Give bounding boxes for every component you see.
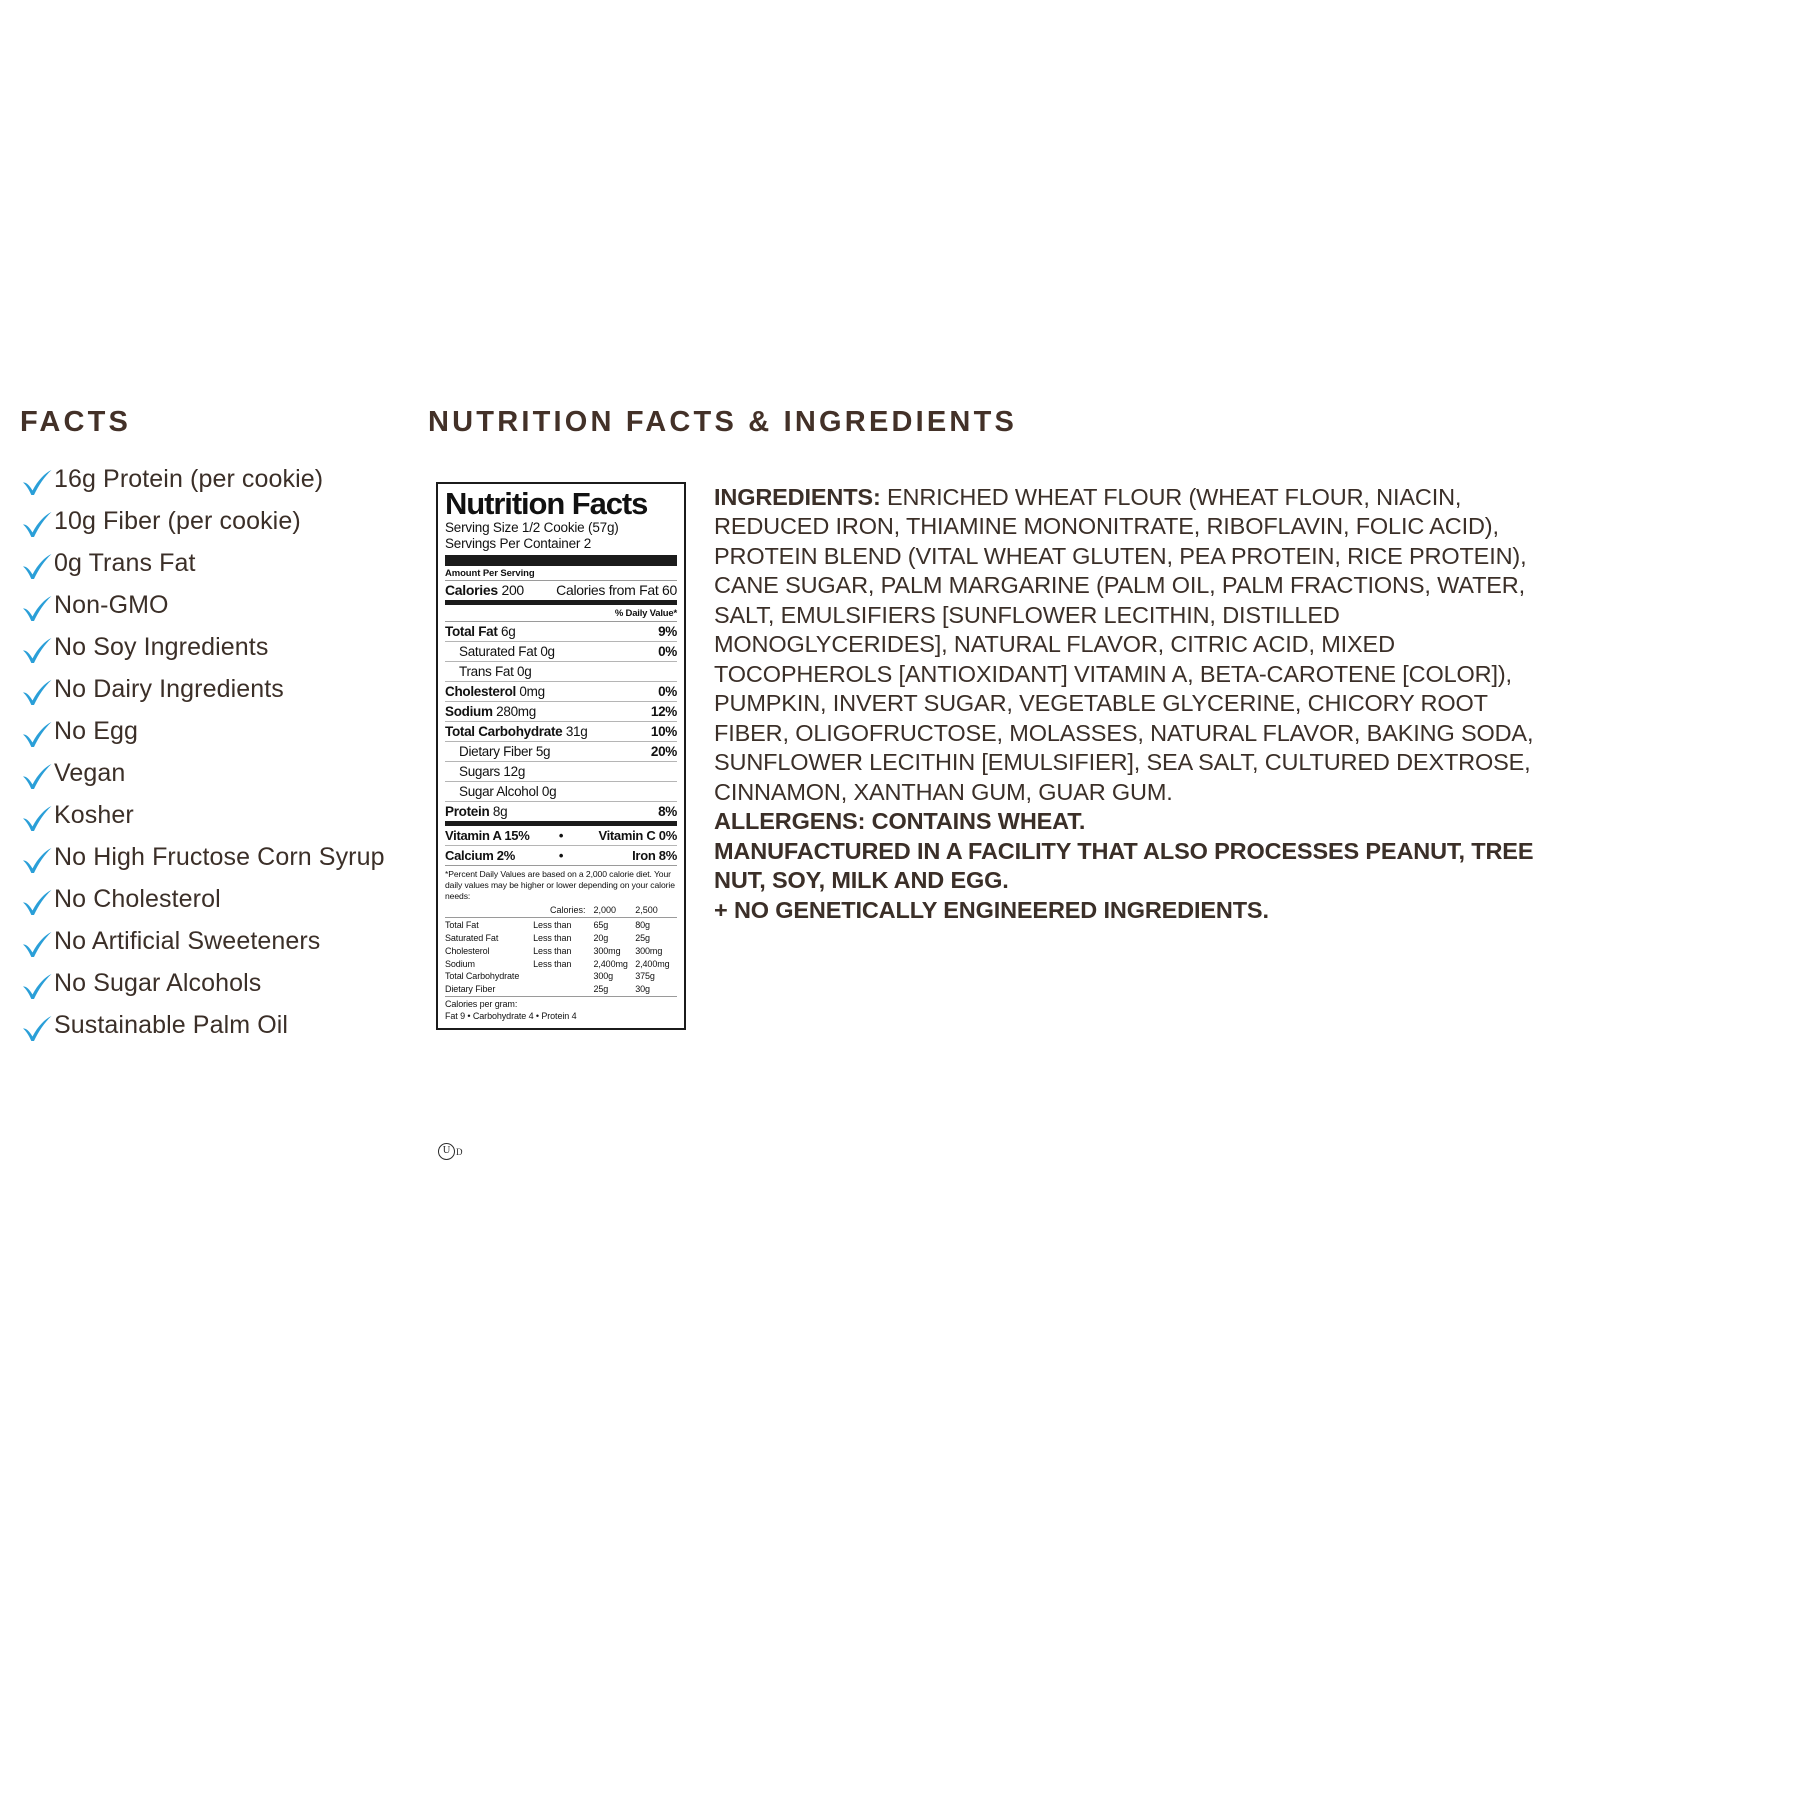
dv-calories-label: Calories: xyxy=(549,905,586,916)
nutrient-row xyxy=(445,742,677,761)
check-icon xyxy=(20,929,54,959)
nutrient-row xyxy=(445,722,677,741)
dv-table-row xyxy=(445,970,677,983)
fact-item xyxy=(20,967,410,1001)
check-icon xyxy=(20,887,54,917)
nutrient-daily-value: 9% xyxy=(658,624,677,640)
nutrient-name-amount: Sugars 12g xyxy=(459,764,526,780)
nutrient-row xyxy=(445,642,677,661)
servings-per-container: Servings Per Container 2 xyxy=(445,536,592,552)
vitamin-left: Vitamin A 15% xyxy=(445,828,530,844)
dv-row-qualifier xyxy=(533,983,593,996)
check-icon xyxy=(20,635,54,665)
fact-item xyxy=(20,463,410,497)
fact-item xyxy=(20,631,410,665)
fact-item xyxy=(20,715,410,749)
nutrient-name-amount: Dietary Fiber 5g xyxy=(459,744,551,760)
daily-value-footnote: *Percent Daily Values are based on a 2,000 calorie diet. Your daily values may be higher or lower depending on your calorie needs: xyxy=(445,869,675,901)
fact-item xyxy=(20,673,410,707)
dv-table-row xyxy=(445,945,677,958)
ingredients-text xyxy=(714,483,1554,807)
dv-row-2500: 30g xyxy=(635,984,650,995)
nutrient-name-amount: Total Fat 6g xyxy=(445,624,516,640)
fact-item xyxy=(20,1009,410,1043)
kosher-dairy-suffix: D xyxy=(456,1146,463,1157)
nutrient-name-amount: Sodium 280mg xyxy=(445,704,536,720)
nutrition-facts-ingredients-heading: NUTRITION FACTS & INGREDIENTS xyxy=(428,406,1018,438)
dv-row-qualifier: Less than xyxy=(533,958,572,969)
dv-row-qualifier: Less than xyxy=(533,945,572,956)
nutrient-row xyxy=(445,802,677,821)
dv-row-name: Total Carbohydrate xyxy=(445,971,520,982)
nutrient-name-amount: Protein 8g xyxy=(445,804,508,820)
dv-table-row xyxy=(445,932,677,945)
nutrient-daily-value: 8% xyxy=(658,804,677,820)
nutrient-daily-value: 10% xyxy=(650,724,677,740)
allergen-contains-line: ALLERGENS: CONTAINS WHEAT. xyxy=(714,808,1086,835)
fact-item xyxy=(20,841,410,875)
vitamin-row xyxy=(445,826,677,845)
allergens-section xyxy=(714,807,1554,925)
calories-per-gram-label: Calories per gram: xyxy=(445,999,518,1010)
facts-heading: FACTS xyxy=(20,406,132,438)
nutrient-daily-value: 12% xyxy=(650,704,677,720)
fact-item xyxy=(20,799,410,833)
dv-row-name: Cholesterol xyxy=(445,945,490,956)
non-gmo-line: + NO GENETICALLY ENGINEERED INGREDIENTS. xyxy=(714,896,1269,923)
dv-row-name: Saturated Fat xyxy=(445,933,499,944)
fact-item-label: No Cholesterol xyxy=(54,885,221,913)
dv-row-qualifier: Less than xyxy=(533,920,572,931)
dv-row-2500: 375g xyxy=(635,971,655,982)
vitamin-left: Calcium 2% xyxy=(445,848,515,864)
daily-value-table xyxy=(445,918,677,996)
dv-row-2000: 300mg xyxy=(593,945,621,956)
dv-row-2000: 300g xyxy=(593,971,614,982)
serving-size: Serving Size 1/2 Cookie (57g) xyxy=(445,520,619,536)
dv-row-2500: 2,400mg xyxy=(635,958,670,969)
fact-item-label: 16g Protein (per cookie) xyxy=(54,465,324,493)
calories-per-gram-block xyxy=(445,997,677,1022)
check-icon xyxy=(20,845,54,875)
nutrient-daily-value: 0% xyxy=(658,644,677,660)
fact-item-label: No Sugar Alcohols xyxy=(54,969,262,997)
ingredients-section xyxy=(714,483,1554,925)
separator-dot-icon: • xyxy=(558,848,564,864)
calories-from-fat-value: 60 xyxy=(662,582,677,599)
fact-item xyxy=(20,757,410,791)
calories-label: Calories xyxy=(445,582,498,599)
check-icon xyxy=(20,509,54,539)
dv-row-2500: 80g xyxy=(635,920,650,931)
dv-row-2500: 300mg xyxy=(635,945,663,956)
calories-from-fat-cell xyxy=(556,582,677,598)
vitamin-row xyxy=(445,846,677,865)
vitamin-right: Iron 8% xyxy=(632,848,677,864)
nutrient-name-amount: Saturated Fat 0g xyxy=(459,644,555,660)
facts-list xyxy=(20,463,410,1043)
vitamins-rows xyxy=(445,826,677,865)
nutrient-row xyxy=(445,702,677,721)
nutrient-row xyxy=(445,662,677,681)
calories-from-fat-label: Calories from Fat xyxy=(556,582,659,599)
dv-row-2000: 2,400mg xyxy=(593,958,628,969)
ou-kosher-icon: U xyxy=(438,1143,455,1160)
fact-item xyxy=(20,925,410,959)
fact-item xyxy=(20,589,410,623)
fact-item xyxy=(20,505,410,539)
check-icon xyxy=(20,971,54,1001)
nutrient-daily-value: 20% xyxy=(650,744,677,760)
ingredients-label: INGREDIENTS: xyxy=(714,484,881,510)
amount-per-serving-label: Amount Per Serving xyxy=(445,568,535,580)
check-icon xyxy=(20,593,54,623)
divider-thick xyxy=(445,555,677,566)
calories-cell xyxy=(445,582,524,598)
check-icon xyxy=(20,1013,54,1043)
separator-dot-icon: • xyxy=(558,828,564,844)
check-icon xyxy=(20,761,54,791)
check-icon xyxy=(20,719,54,749)
nutrient-daily-value: 0% xyxy=(658,684,677,700)
dv-table-header xyxy=(445,903,677,917)
nutrient-name-amount: Total Carbohydrate 31g xyxy=(445,724,588,740)
nutrient-name: Protein xyxy=(445,804,490,820)
dv-row-2000: 65g xyxy=(593,920,609,931)
dv-row-2000: 20g xyxy=(593,933,609,944)
vitamin-right: Vitamin C 0% xyxy=(598,828,677,844)
calories-row xyxy=(445,581,677,600)
facts-section xyxy=(20,408,410,1051)
fact-item-label: No Egg xyxy=(54,717,138,745)
ingredients-list: ENRICHED WHEAT FLOUR (WHEAT FLOUR, NIACIN, REDUCED IRON, THIAMINE MONONITRATE, RIBOFLAVIN, FOLIC ACID), PROTEIN BLEND (VITAL WHEAT GLUTEN, PEA PROTEIN, RICE PROTEIN), CANE SUGAR, PALM MARGARINE (PALM OIL, PALM FRACTIONS, WATER, SALT, EMULSIFIERS [SUNFLOWER LECITHIN, DISTILLED MONOGLYCERIDES], NATURAL FLAVOR, CITRIC ACID, MIXED TOCOPHEROLS [ANTIOXIDANT] VITAMIN A, BETA-CAROTENE [COLOR]), PUMPKIN, INVERT SUGAR, VEGETABLE GLYCERINE, CHICORY ROOT FIBER, OLIGOFRUCTOSE, MOLASSES, NATURAL FLAVOR, BAKING SODA, SUNFLOWER LECITHIN [EMULSIFIER], SEA SALT, CULTURED DEXTROSE, CINNAMON, XANTHAN GUM, GUAR GUM. xyxy=(714,484,1534,805)
check-icon xyxy=(20,467,54,497)
fact-item-label: No Artificial Sweeteners xyxy=(54,927,321,955)
fact-item-label: No High Fructose Corn Syrup xyxy=(54,843,385,871)
kosher-certification-symbol xyxy=(438,1143,463,1160)
dv-row-name: Sodium xyxy=(445,958,475,969)
nutrient-row xyxy=(445,782,677,801)
fact-item-label: Kosher xyxy=(54,801,134,829)
daily-value-header: % Daily Value* xyxy=(614,608,677,620)
dv-table-row xyxy=(445,983,677,996)
fact-item-label: Non-GMO xyxy=(54,591,169,619)
dv-col-2000: 2,000 xyxy=(593,905,617,916)
nutrient-rows xyxy=(445,622,677,821)
nutrient-name-amount: Trans Fat 0g xyxy=(459,664,532,680)
dv-row-2500: 25g xyxy=(635,933,650,944)
dv-row-qualifier: Less than xyxy=(533,933,572,944)
fact-item-label: No Soy Ingredients xyxy=(54,633,269,661)
fact-item xyxy=(20,547,410,581)
check-icon xyxy=(20,677,54,707)
dv-col-2500: 2,500 xyxy=(635,905,658,916)
fact-item-label: 10g Fiber (per cookie) xyxy=(54,507,301,535)
fact-item xyxy=(20,883,410,917)
nutrition-facts-title: Nutrition Facts xyxy=(445,486,648,521)
nutrient-name-amount: Sugar Alcohol 0g xyxy=(459,784,557,800)
allergen-facility-line: MANUFACTURED IN A FACILITY THAT ALSO PROCESSES PEANUT, TREE NUT, SOY, MILK AND EGG. xyxy=(714,837,1534,894)
dv-row-qualifier xyxy=(533,970,593,983)
dv-row-name: Total Fat xyxy=(445,920,479,931)
nutrient-name: Total Carbohydrate xyxy=(445,724,563,740)
nutrition-facts-panel xyxy=(436,482,686,1030)
dv-row-2000: 25g xyxy=(593,984,609,995)
nutrient-name-amount: Cholesterol 0mg xyxy=(445,684,545,700)
calories-per-gram-values: Fat 9 • Carbohydrate 4 • Protein 4 xyxy=(445,1010,577,1021)
fact-item-label: 0g Trans Fat xyxy=(54,549,196,577)
nutrient-name: Total Fat xyxy=(445,624,498,640)
fact-item-label: Vegan xyxy=(54,759,126,787)
check-icon xyxy=(20,803,54,833)
check-icon xyxy=(20,551,54,581)
nutrient-row xyxy=(445,622,677,641)
nutrient-row xyxy=(445,762,677,781)
calories-value: 200 xyxy=(501,582,524,599)
dv-table-row xyxy=(445,919,677,932)
dv-table-row xyxy=(445,958,677,971)
nutrient-name: Cholesterol xyxy=(445,684,516,700)
nutrient-name: Sodium xyxy=(445,704,493,720)
fact-item-label: Sustainable Palm Oil xyxy=(54,1011,289,1039)
dv-row-name: Dietary Fiber xyxy=(445,984,496,995)
nutrient-row xyxy=(445,682,677,701)
fact-item-label: No Dairy Ingredients xyxy=(54,675,284,703)
